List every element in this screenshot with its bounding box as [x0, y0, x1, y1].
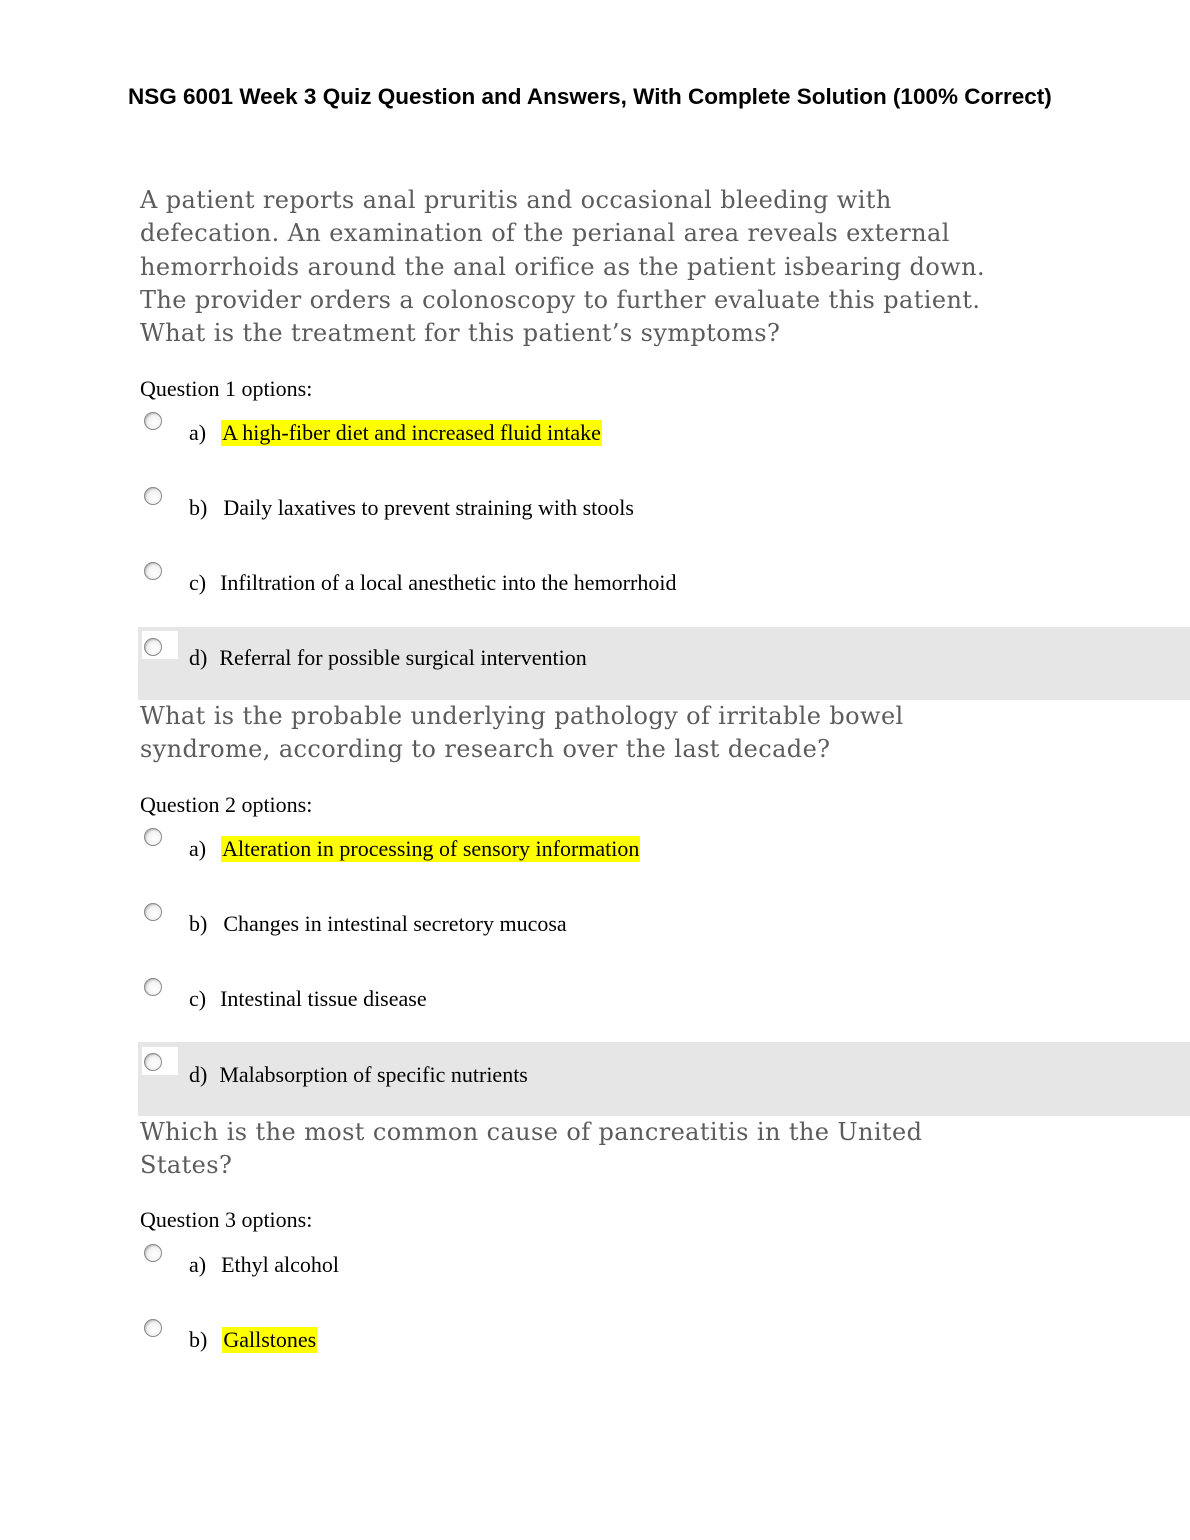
radio-button-q3-b[interactable]: [144, 1319, 162, 1337]
option-text: Referral for possible surgical intervention: [219, 645, 587, 670]
radio-button-q1-b[interactable]: [144, 487, 162, 505]
radio-button-q2-c[interactable]: [144, 978, 162, 996]
option-text: Ethyl alcohol: [221, 1252, 340, 1277]
radio-button-q1-a[interactable]: [144, 412, 162, 430]
option-q3-a[interactable]: [189, 1252, 339, 1278]
option-letter: b): [189, 911, 208, 936]
option-letter: a): [189, 420, 207, 445]
radio-button-q3-a[interactable]: [144, 1244, 162, 1262]
option-letter: c): [189, 986, 207, 1011]
option-text: Intestinal tissue disease: [220, 986, 427, 1011]
option-text: Daily laxatives to prevent straining with stools: [223, 495, 634, 520]
option-letter: b): [189, 1327, 208, 1352]
option-text-highlighted: Alteration in processing of sensory information: [222, 836, 640, 861]
radio-button-q2-d[interactable]: [144, 1053, 162, 1071]
option-letter: c): [189, 570, 207, 595]
option-letter: d): [189, 1062, 208, 1087]
radio-button-q2-a[interactable]: [144, 828, 162, 846]
document-title: NSG 6001 Week 3 Quiz Question and Answers, With Complete Solution (100% Correct): [128, 84, 1052, 109]
option-letter: a): [189, 836, 207, 861]
option-q2-c[interactable]: [189, 986, 427, 1012]
radio-button-q1-c[interactable]: [144, 562, 162, 580]
option-q3-b[interactable]: [189, 1327, 317, 1353]
option-q1-c[interactable]: [189, 570, 676, 596]
question-2-text: What is the probable underlying pathology of irritable bowel syndrome, according to research over the last decade?: [140, 702, 904, 764]
option-letter: b): [189, 495, 208, 520]
question-1-text: A patient reports anal pruritis and occasional bleeding with defecation. An examination of the perianal area reveals external hemorrhoids around the anal orifice as the patient isbearing down. The provider orders a colonoscopy to further evaluate this patient. What is the treatment for this patient’s symptoms?: [140, 186, 986, 348]
question-1-options-label: Question 1 options:: [140, 376, 313, 401]
question-3-options-label: Question 3 options:: [140, 1207, 313, 1232]
option-q1-d[interactable]: [189, 645, 587, 671]
option-q1-a[interactable]: [189, 420, 602, 446]
option-q2-a[interactable]: [189, 836, 640, 862]
question-2-options-label: Question 2 options:: [140, 792, 313, 817]
option-text: Changes in intestinal secretory mucosa: [223, 911, 567, 936]
option-letter: d): [189, 645, 208, 670]
radio-button-q2-b[interactable]: [144, 903, 162, 921]
option-q1-b[interactable]: [189, 495, 634, 521]
option-letter: a): [189, 1252, 207, 1277]
option-text-highlighted: Gallstones: [223, 1327, 317, 1352]
option-text-highlighted: A high-fiber diet and increased fluid intake: [222, 420, 601, 445]
option-text: Infiltration of a local anesthetic into the hemorrhoid: [220, 570, 677, 595]
radio-button-q1-d[interactable]: [144, 638, 162, 656]
question-3-text: Which is the most common cause of pancreatitis in the United States?: [140, 1118, 923, 1180]
option-text: Malabsorption of specific nutrients: [219, 1062, 528, 1087]
option-q2-b[interactable]: [189, 911, 567, 937]
option-q2-d[interactable]: [189, 1062, 528, 1088]
